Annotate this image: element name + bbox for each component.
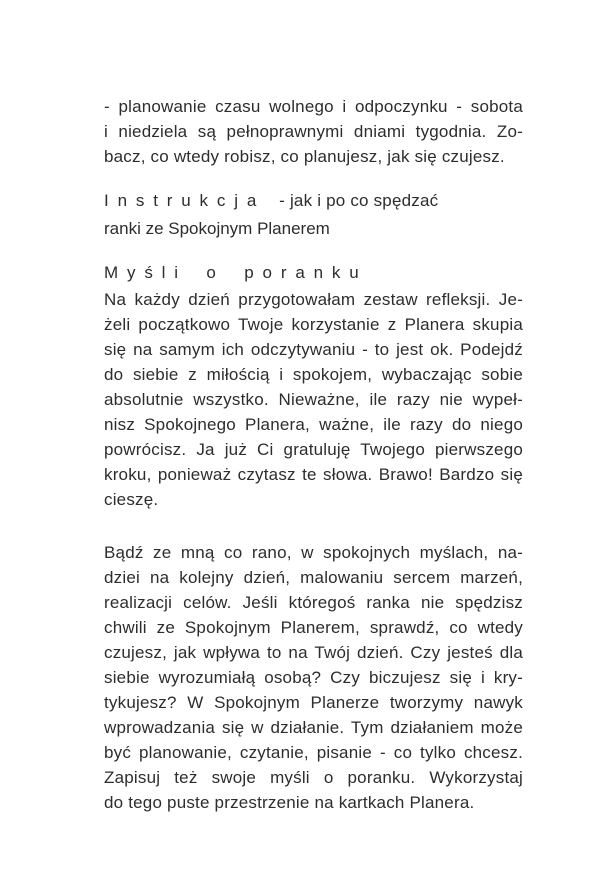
paragraph-gap [104,169,523,187]
text-line: być planowanie, czytanie, pisanie - co tylko chcesz. [104,743,523,762]
text-line: nisz Spokojnego Planera, ważne, ile razy do niego [104,415,523,434]
text-line: wprowadzania się w działanie. Tym działaniem może [104,718,523,737]
text-line: cieszę. [104,490,159,509]
text-line: powrócisz. Ja już Ci gratuluję Twojego pierwszego [104,440,523,459]
paragraph-gap [104,243,523,259]
text-line: absolutnie wszystko. Nieważne, ile razy nie wypeł- [104,390,523,409]
text-line: do siebie z miłością i spokojem, wybaczając sobie [104,365,523,384]
text-line: dziei na kolejny dzień, malowaniu sercem marzeń, [104,568,523,587]
text-line: - planowanie czasu wolnego i odpoczynku - sobota [104,97,523,116]
section-instrukcja [104,187,523,243]
section-heading-instrukcja [104,187,523,215]
section-mysli-o-poranku [104,259,523,512]
text-line: Bądź ze mną co rano, w spokojnych myślach, na- [104,543,523,562]
text-line: siebie wyrozumiałą osobą? Czy biczujesz się i kry- [104,668,523,687]
text-line: tykujesz? W Spokojnym Planerze tworzymy nawyk [104,693,523,712]
text-line: żeli początkowo Twoje korzystanie z Planera skupia [104,315,523,334]
heading-subtitle-line2: ranki ze Spokojnym Planerem [104,219,330,238]
text-line: realizacji celów. Jeśli któregoś ranka nie spędzisz [104,593,523,612]
text-line: się na samym ich odczytywaniu - to jest ok. Podejdź [104,340,523,359]
text-line: Zapisuj też swoje myśli o poranku. Wykorzystaj [104,768,523,787]
paragraph-reflections [104,287,523,512]
paragraph-planning-weekend [104,94,523,169]
text-line: chwili ze Spokojnym Planerem, sprawdź, co wtedy [104,618,523,637]
text-line: Na każdy dzień przygotowałam zestaw refleksji. Je- [104,290,523,309]
text-line: kroku, ponieważ czytasz te słowa. Brawo! Bardzo się [104,465,523,484]
text-line: i niedziela są pełnoprawnymi dniami tygodnia. Zo- [104,122,523,141]
heading-subtitle: - jak i po co spędzać [279,191,439,210]
section-heading-mysli-o-poranku: Myśli o poranku [104,263,368,282]
text-line: czujesz, jak wpływa to na Twój dzień. Czy jesteś dla [104,643,523,662]
text-block [104,94,523,815]
heading-spaced-text: Instrukcja [104,191,266,210]
paragraph-gap [104,512,523,540]
paragraph-morning-habit [104,540,523,815]
text-line: bacz, co wtedy robisz, co planujesz, jak się czujesz. [104,147,505,166]
text-line: do tego puste przestrzenie na kartkach Planera. [104,793,475,812]
